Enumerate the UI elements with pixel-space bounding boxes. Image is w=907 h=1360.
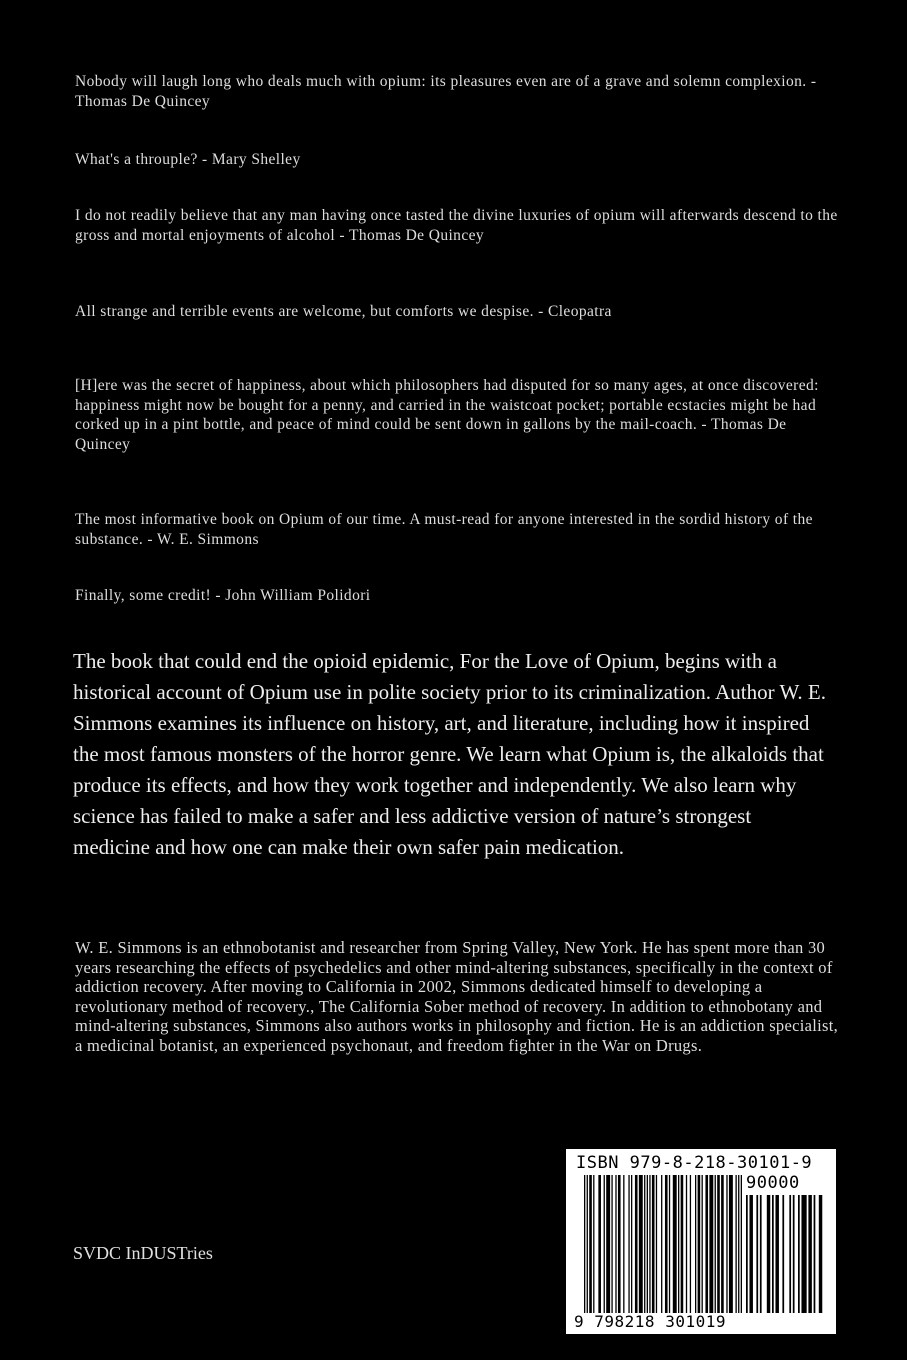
barcode-bar xyxy=(709,1175,713,1313)
barcode-bar xyxy=(598,1175,601,1313)
barcode-bar xyxy=(772,1195,774,1313)
barcode-bar xyxy=(741,1175,742,1313)
barcode-bar xyxy=(686,1175,687,1313)
barcode-bar xyxy=(814,1195,816,1313)
quote-de-quincey-alcohol: I do not readily believe that any man having once tasted the divine luxuries of opium will afterwards descend to the gross and mortal enjoyments of alcohol - Thomas De Quincey xyxy=(75,207,838,244)
author-bio: W. E. Simmons is an ethnobotanist and researcher from Spring Valley, New York. He has spent more than 30 years researching the effects of psychedelics and other mind-altering substances, specifically in the context of addiction recovery. After moving to California in 2002, Simmons dedicated himself to developing a revolutionary method of recovery., The California Sober method of recovery. In addition to ethnobotany and mind-altering substances, Simmons also authors works in philosophy and fiction. He is an addiction specialist, a medicinal botanist, an experienced psychonaut, and freedom fighter in the War on Drugs. xyxy=(75,938,839,1055)
barcode-bar xyxy=(631,1175,632,1313)
barcode-bar xyxy=(665,1175,668,1313)
barcode-bar xyxy=(587,1175,588,1313)
barcode-bar xyxy=(618,1175,621,1313)
barcode-bar xyxy=(593,1175,594,1313)
barcode-bar xyxy=(767,1195,770,1313)
barcode-bar xyxy=(611,1175,612,1313)
isbn-label: ISBN 979-8-218-30101-9 xyxy=(576,1153,813,1173)
barcode-bar xyxy=(673,1175,677,1313)
book-description: The book that could end the opioid epidemic, For the Love of Opium, begins with a historical account of Opium use in polite society prior to its criminalization. Author W. E. Simmons examines its influence on history, art, and literature, including how it inspired the most famous monsters of the horror genre. We learn what Opium is, the alkaloids that produce its effects, and how they work together and independently. We also learn why science has failed to make a safer and less addictive version of nature’s strongest medicine and how one can make their own safer pain medication. xyxy=(73,649,826,859)
barcode-bar xyxy=(801,1195,806,1313)
barcode-bar xyxy=(775,1195,778,1313)
barcode-bar xyxy=(793,1195,795,1313)
barcode-bar xyxy=(702,1175,703,1313)
barcode-bar xyxy=(698,1175,701,1313)
barcode-bar xyxy=(644,1175,645,1313)
price-code: 90000 xyxy=(746,1173,800,1193)
barcode-bar xyxy=(639,1175,643,1313)
isbn-barcode xyxy=(566,1149,836,1334)
quote-polidori: Finally, some credit! - John William Polidori xyxy=(75,587,371,604)
barcode-bar xyxy=(635,1175,638,1313)
quote-cleopatra: All strange and terrible events are welcome, but comforts we despise. - Cleopatra xyxy=(75,303,612,320)
barcode-bar xyxy=(589,1175,592,1313)
barcode-bar xyxy=(705,1175,708,1313)
barcode-bar xyxy=(615,1175,616,1313)
barcode-bar xyxy=(721,1175,724,1313)
quote-de-quincey-happiness: [H]ere was the secret of happiness, about which philosophers had disputed for so many ages, at once discovered: happiness might now be bought for a penny, and carried in the waistcoat pocket; portable ecstacies might be had corked up in a pint bottle, and peace of mind could be sent down in gallons by the mail-coach. - Thomas De Quincey xyxy=(75,377,819,453)
barcode-bar xyxy=(623,1175,624,1313)
quote-shelley: What's a throuple? - Mary Shelley xyxy=(75,151,301,168)
barcode-bar xyxy=(652,1175,655,1313)
barcode-bar xyxy=(656,1175,657,1313)
barcode-bar xyxy=(729,1175,733,1313)
barcode-bar xyxy=(782,1195,784,1313)
publisher-name: SVDC InDUSTries xyxy=(73,1243,213,1263)
barcode-bar xyxy=(584,1175,585,1313)
barcode-bar xyxy=(726,1175,727,1313)
barcode-digits: 9 798218 301019 xyxy=(574,1312,726,1331)
barcode-bar xyxy=(647,1175,648,1313)
barcode-bar xyxy=(717,1175,720,1313)
barcode-bar xyxy=(735,1175,736,1313)
barcode-bar xyxy=(690,1175,691,1313)
barcode-bar xyxy=(749,1195,752,1313)
barcode-bar xyxy=(819,1195,822,1313)
barcode-bar xyxy=(628,1175,629,1313)
quote-simmons: The most informative book on Opium of our time. A must-read for anyone interested in the sordid history of the substance. - W. E. Simmons xyxy=(75,511,813,548)
barcode-bar xyxy=(715,1175,716,1313)
quote-de-quincey-laugh: Nobody will laugh long who deals much with opium: its pleasures even are of a grave and solemn complexion. - Thomas De Quincey xyxy=(75,73,817,110)
barcode-bar xyxy=(756,1195,758,1313)
barcode-addon-bars xyxy=(746,1195,824,1313)
barcode-bar xyxy=(678,1175,679,1313)
barcode-bar xyxy=(661,1175,662,1313)
barcode-bar xyxy=(604,1175,605,1313)
barcode-bar xyxy=(789,1195,791,1313)
barcode-bar xyxy=(808,1195,811,1313)
barcode-bar xyxy=(606,1175,610,1313)
barcode-bar xyxy=(649,1175,650,1313)
barcode-bar xyxy=(746,1195,748,1313)
barcode-bar xyxy=(738,1175,739,1313)
barcode-bar xyxy=(798,1195,800,1313)
barcode-bar xyxy=(760,1195,762,1313)
barcode-bar xyxy=(695,1175,696,1313)
barcode-bar xyxy=(669,1175,670,1313)
barcode-bars xyxy=(584,1175,742,1313)
barcode-bar xyxy=(681,1175,684,1313)
